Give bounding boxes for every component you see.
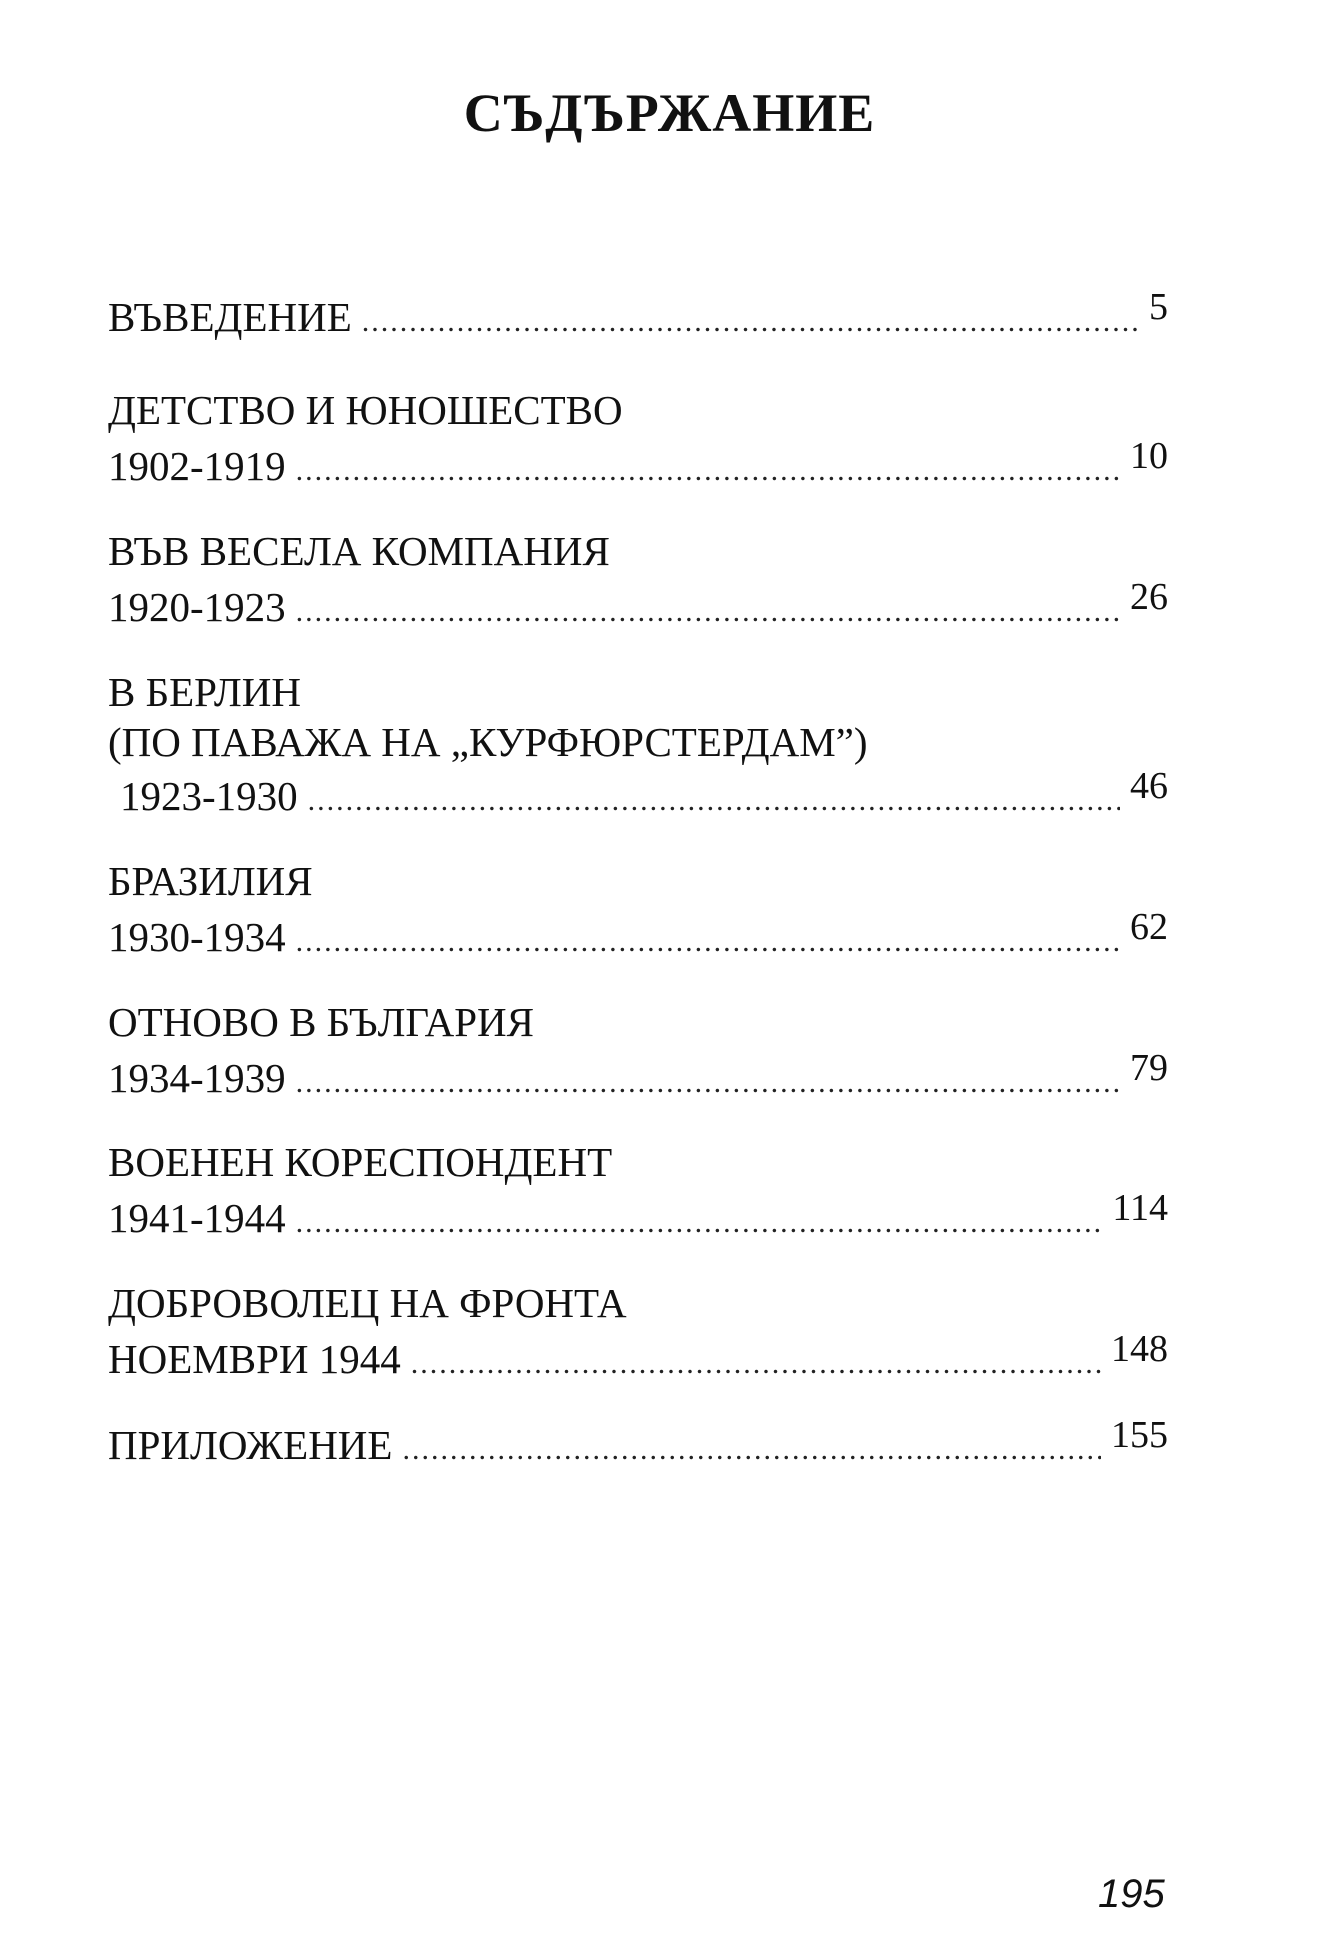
dot-leader <box>296 1198 1103 1248</box>
toc-entry-title: БРАЗИЛИЯ <box>108 858 313 904</box>
toc-entry-title: ВОЕНЕН КОРЕСПОНДЕНТ <box>108 1139 613 1185</box>
toc-entry-subtitle: (ПО ПАВАЖА НА „КУРФЮРСТЕРДАМ”) <box>108 719 868 765</box>
dot-leader <box>308 776 1120 826</box>
page-title: СЪДЪРЖАНИЕ <box>463 83 876 143</box>
toc-entry-title: В БЕРЛИН <box>108 669 301 715</box>
toc-page-number: 155 <box>1111 1414 1168 1456</box>
toc-entry-berlin[interactable] <box>108 667 1168 821</box>
dot-leader <box>402 1425 1101 1475</box>
dot-leader <box>411 1339 1101 1389</box>
toc-entry-years: 1934-1939 <box>108 1055 286 1101</box>
toc-entry-years: 1923-1930 <box>120 773 298 819</box>
toc-page-number: 5 <box>1149 286 1168 328</box>
toc-entry-last-line <box>108 286 1168 342</box>
toc-entry-childhood[interactable] <box>108 385 1168 491</box>
toc-entry-title: ОТНОВО В БЪЛГАРИЯ <box>108 999 535 1045</box>
toc-entry-appendix[interactable] <box>108 1414 1168 1470</box>
toc-entry-title: ДОБРОВОЛЕЦ НА ФРОНТА <box>108 1280 627 1326</box>
dot-leader <box>296 1058 1120 1108</box>
toc-entry-last-line <box>108 576 1168 632</box>
toc-entry-title: ВЪВ ВЕСЕЛА КОМПАНИЯ <box>108 528 610 574</box>
dot-leader <box>296 917 1120 967</box>
toc-entry-years: НОЕМВРИ 1944 <box>108 1336 401 1382</box>
toc-page-number: 62 <box>1130 906 1168 948</box>
toc-page-number: 10 <box>1130 435 1168 477</box>
toc-page-number: 114 <box>1112 1187 1168 1229</box>
toc-entry-last-line <box>108 435 1168 491</box>
toc-entry-label: ВЪВЕДЕНИЕ <box>108 294 352 340</box>
toc-entry-last-line <box>108 1187 1168 1243</box>
toc-entry-years: 1920-1923 <box>108 584 286 630</box>
dot-leader <box>296 446 1120 496</box>
page-number: 195 <box>1098 1872 1165 1916</box>
toc-entry-last-line <box>108 1414 1168 1470</box>
toc-entry-last-line <box>108 765 1168 821</box>
dot-leader <box>362 297 1139 347</box>
toc-entry-last-line <box>108 1328 1168 1384</box>
toc-entry-years: 1941-1944 <box>108 1195 286 1241</box>
toc-entry-title: ДЕТСТВО И ЮНОШЕСТВО <box>108 387 623 433</box>
toc-entry-last-line <box>108 906 1168 962</box>
toc-page-number: 26 <box>1130 576 1168 618</box>
dot-leader <box>296 587 1120 637</box>
toc-page-number: 46 <box>1130 765 1168 807</box>
toc-entry-volunteer[interactable] <box>108 1278 1168 1384</box>
toc-entry-last-line <box>108 1047 1168 1103</box>
toc-entry-introduction[interactable] <box>108 286 1168 342</box>
toc-page-number: 79 <box>1130 1047 1168 1089</box>
toc-entry-years: 1902-1919 <box>108 443 286 489</box>
toc-entry-bulgaria-again[interactable] <box>108 997 1168 1103</box>
toc-entry-label: ПРИЛОЖЕНИЕ <box>108 1422 393 1468</box>
toc-page-number: 148 <box>1111 1328 1168 1370</box>
toc-entry-brazil[interactable] <box>108 856 1168 962</box>
toc-entry-war-correspondent[interactable] <box>108 1137 1168 1243</box>
toc-entry-merry-company[interactable] <box>108 526 1168 632</box>
toc-entry-years: 1930-1934 <box>108 914 286 960</box>
